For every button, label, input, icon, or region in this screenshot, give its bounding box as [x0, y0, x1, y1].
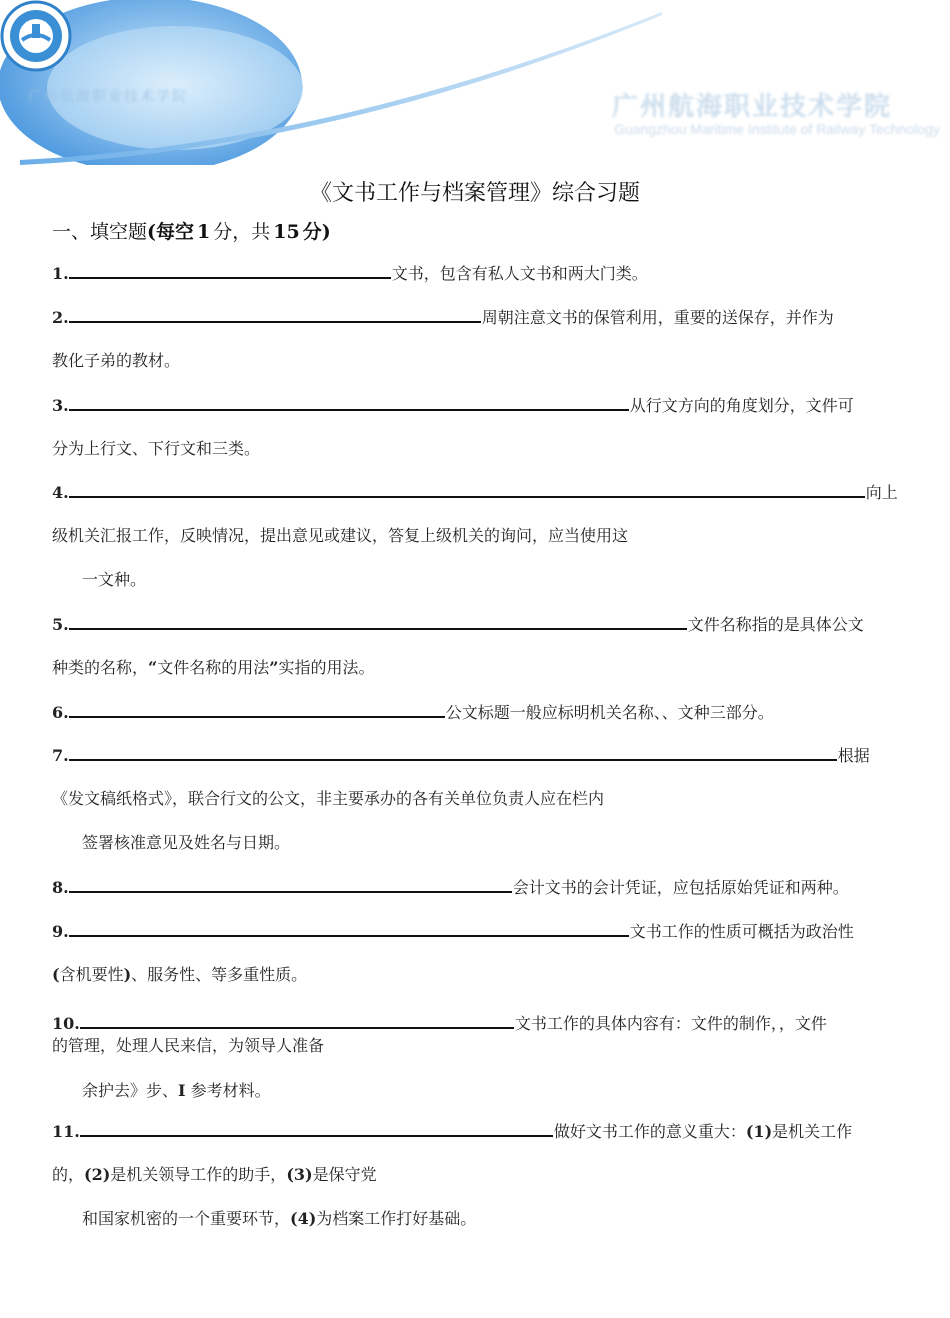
question-number: 6. [52, 703, 69, 722]
text: I [178, 1081, 186, 1100]
text: 是机关领导工作的助手， [110, 1165, 287, 1184]
answer-blank[interactable] [69, 702, 445, 718]
answer-blank[interactable] [69, 482, 865, 498]
answer-blank[interactable] [80, 1121, 553, 1137]
question-text: 根据 [837, 746, 870, 765]
question-11-cont [82, 1209, 476, 1229]
question-1 [52, 263, 648, 284]
question-10 [52, 1013, 827, 1034]
banner-caption: 广州航海职业技术学院 [28, 89, 188, 105]
question-2 [52, 307, 834, 328]
question-number: 4. [52, 483, 69, 502]
question-4-cont: 级机关汇报工作，反映情况，提出意见或建议，答复上级机关的询问，应当使用这 [52, 526, 629, 545]
banner-graphic [0, 0, 950, 165]
answer-blank[interactable] [69, 395, 629, 411]
question-11-cont [52, 1165, 377, 1185]
answer-blank[interactable] [69, 745, 837, 761]
list-marker: (4) [290, 1209, 317, 1228]
question-7 [52, 745, 870, 766]
header-banner [0, 0, 950, 165]
section-note: 15 [273, 221, 300, 243]
question-9 [52, 921, 854, 942]
section-label: 一、填空题 [52, 221, 148, 243]
question-text: 会计文书的会计凭证，应包括原始凭证和两种。 [512, 878, 849, 897]
school-name-en: Guangzhou Maritime Institute of Railway Technology [614, 121, 940, 137]
question-10-cont [82, 1081, 271, 1101]
answer-blank[interactable] [69, 263, 391, 279]
text: 是保守党 [312, 1165, 377, 1184]
text: 含机要性 [59, 965, 124, 984]
question-number: 3. [52, 396, 69, 415]
question-text: 从行文方向的角度划分，文件可 [629, 396, 854, 415]
text: 参考材料。 [185, 1081, 271, 1100]
text: 、服务性、等多重性质。 [131, 965, 308, 984]
answer-blank[interactable] [69, 877, 512, 893]
question-text: 文书工作的具体内容有：文件的制作，，文件 [514, 1014, 827, 1033]
text: 和国家机密的一个重要环节， [82, 1209, 291, 1228]
question-text: 向上 [865, 483, 898, 502]
question-9-cont [52, 965, 307, 985]
question-3-cont: 分为上行文、下行文和三类。 [52, 439, 261, 458]
section-note: 分，共 [213, 221, 271, 243]
text: 余护去》步、 [82, 1081, 179, 1100]
section-heading [52, 217, 331, 244]
paren: ) [123, 965, 132, 984]
quote-mark: ” [269, 658, 279, 677]
paren: ( [52, 965, 60, 984]
school-name: 广州航海职业技术学院 [612, 92, 893, 122]
question-number: 10. [52, 1014, 80, 1033]
question-text: 是机关工作 [772, 1122, 853, 1141]
question-text: 文书，包含有私人文书和两大门类。 [391, 264, 648, 283]
quote-mark: “ [148, 658, 158, 677]
question-11 [52, 1121, 852, 1142]
text: 为档案工作打好基础。 [316, 1209, 477, 1228]
answer-blank[interactable] [69, 614, 687, 630]
question-7-cont: 《发文稿纸格式》，联合行文的公文，非主要承办的各有关单位负责人应在栏内 [52, 789, 605, 808]
text: 种类的名称， [52, 658, 149, 677]
question-number: 2. [52, 308, 69, 327]
school-logo-icon [0, 0, 72, 72]
answer-blank[interactable] [69, 921, 629, 937]
section-note: (每空 [147, 221, 195, 243]
question-text: 文书工作的性质可概括为政治性 [629, 922, 854, 941]
question-2-cont: 教化子弟的教材。 [52, 351, 181, 370]
question-7-cont: 签署核准意见及姓名与日期。 [82, 833, 291, 852]
text: 实指的用法。 [278, 658, 375, 677]
page-title: 《文书工作与档案管理》综合习题 [309, 181, 640, 206]
question-text: 文件名称指的是具体公文 [687, 615, 864, 634]
answer-blank[interactable] [80, 1013, 514, 1029]
question-6 [52, 702, 774, 723]
section-note: 1 [197, 221, 211, 243]
list-marker: (1) [745, 1122, 773, 1141]
question-text: 做好文书工作的意义重大： [553, 1122, 746, 1141]
question-8 [52, 877, 849, 898]
question-number: 11. [52, 1122, 80, 1141]
question-5 [52, 614, 864, 635]
question-3 [52, 395, 854, 416]
question-5-cont [52, 658, 374, 678]
question-4 [52, 482, 898, 503]
question-10-cont: 的管理，处理人民来信，为领导人准备 [52, 1036, 325, 1055]
list-marker: (2) [84, 1165, 111, 1184]
question-number: 8. [52, 878, 69, 897]
question-number: 9. [52, 922, 69, 941]
list-marker: (3) [286, 1165, 313, 1184]
question-number: 7. [52, 746, 69, 765]
text: 文件名称的用法 [157, 658, 270, 677]
question-4-cont: 一文种。 [82, 570, 147, 589]
section-note: 分) [302, 221, 331, 243]
question-number: 5. [52, 615, 69, 634]
answer-blank[interactable] [69, 307, 481, 323]
question-text: 公文标题一般应标明机关名称、、文种三部分。 [445, 703, 774, 722]
question-text: 周朝注意文书的保管利用，重要的送保存，并作为 [481, 308, 834, 327]
question-number: 1. [52, 264, 69, 283]
text: 的， [52, 1165, 85, 1184]
